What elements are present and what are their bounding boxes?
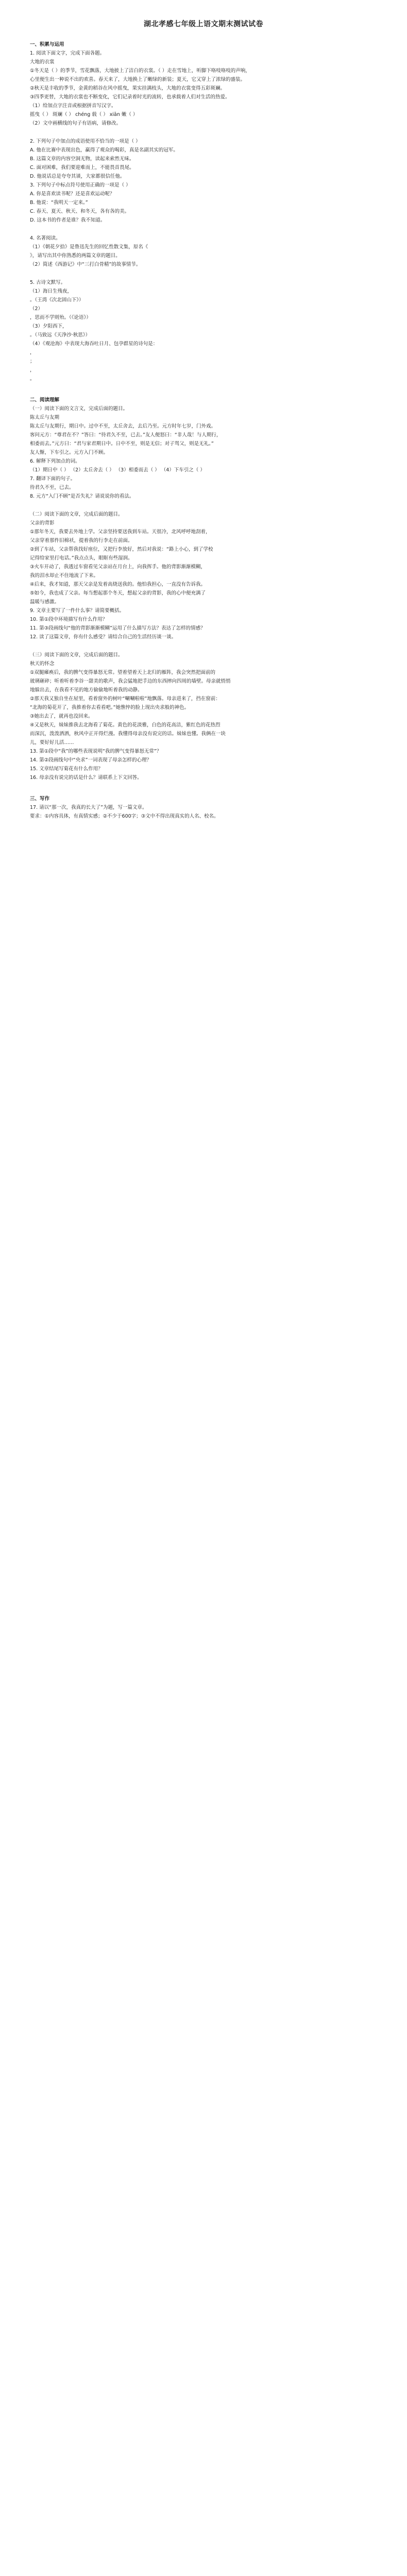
text-line: 我的泪水却止不住地流了下来。: [30, 573, 99, 579]
text-line: A. 你是喜欢读书呢？还是喜欢运动呢？: [30, 191, 115, 197]
text-line: 地躲出去，在我看不见的地方偷偷地听着我的动静。: [30, 687, 143, 693]
text-line: 11. 第③段画线句“他的背影渐渐模糊”运用了什么描写方法？表达了怎样的情感？: [30, 625, 206, 631]
text-line: 。（马致远《天净沙·秋思》）: [30, 332, 91, 338]
text-line: ④又是秋天，妹妹推我去北海看了菊花。黄色的花淡雅，白色的花高洁，紫红色的花热烈: [30, 722, 221, 728]
text-line: D. 他说话总是夸夸其谈，大家都很信任他。: [30, 174, 125, 179]
text-line: 3. 下列句子中标点符号使用正确的一项是（ ）: [30, 182, 131, 188]
text-line: 陈太丘与友期行，期日中。过中不至，太丘舍去，去后乃至。元方时年七岁，门外戏。: [30, 423, 216, 429]
text-line: （1）《朝花夕拾》是鲁迅先生的回忆性散文集，原名《: [30, 244, 148, 250]
text-line: 心里便生出一种说不出的欢喜。春天来了，大地换上了嫩绿的新装；夏天，它又穿上了浓绿的盛装。: [30, 77, 246, 82]
text-line: 而深沉，泼泼洒洒，秋风中正开得烂漫。我懂得母亲没有说完的话。妹妹也懂。我俩在一块: [30, 731, 226, 737]
text-line: D. 这本书的作者是谁？我不知道。: [30, 217, 106, 223]
text-line: （1）海日生残夜，: [30, 289, 73, 294]
text-line: 4. 名著阅读。: [30, 235, 61, 241]
text-line: （1）期日中（ ） （2）太丘舍去（ ） （3）相委而去（ ） （4）下车引之（ ）: [30, 467, 205, 473]
text-line: 相委而去。”元方曰：“君与家君期日中。日中不至，则是无信；对子骂父，则是无礼。”: [30, 441, 214, 447]
text-line: 记得给家里打电话。”我点点头，眼眶有些湿润。: [30, 555, 133, 561]
text-line: ②那天我又独自坐在屋里，看着窗外的树叶“唰唰啦啦”地飘落。母亲进来了，挡在窗前：: [30, 696, 221, 702]
text-line: ②到了车站，父亲帮我找好座位，又把行李放好，然后对我说：“路上小心，到了学校: [30, 547, 213, 552]
text-line: ③火车开动了，我透过车窗看见父亲站在月台上，向我挥手。他的背影渐渐模糊，: [30, 564, 206, 570]
text-line: 玻璃砸碎；听着听着李谷一甜美的歌声，我会猛地把手边的东西摔向四周的墙壁。母亲就悄悄: [30, 679, 231, 684]
exam-section: [30, 651, 377, 791]
text-line: 1. 阅读下面文字，完成下面各题。: [30, 50, 105, 56]
text-line: （二）阅读下面的文章，完成后面的题目。: [30, 512, 123, 517]
page-title: 湖北孝感七年级上语文期末测试试卷: [144, 20, 263, 28]
section-heading: 三、写作: [30, 796, 50, 802]
text-line: 13. 第①段中“我”的哪些表现说明“我的脾气变得暴怒无常”？: [30, 749, 162, 754]
text-line: 12. 读了这篇文章，你有什么感受？请结合自己的生活经历谈一谈。: [30, 634, 177, 640]
text-line: 温暖与感激。: [30, 599, 60, 605]
section-spacer: [30, 128, 377, 137]
exam-section: [30, 510, 377, 651]
text-line: ，: [30, 350, 35, 355]
text-line: （三）阅读下面的文章，完成后面的题目。: [30, 652, 123, 658]
text-line: ，: [30, 367, 35, 373]
text-line: 父亲穿着那件旧棉袄，提着我的行李走在前面。: [30, 538, 133, 544]
text-line: 15. 文章结尾写菊花有什么作用？: [30, 766, 103, 772]
section-spacer: [30, 501, 377, 510]
text-line: （2）: [30, 306, 43, 312]
text-line: 。: [30, 376, 35, 382]
text-line: 待君久不至，已去。: [30, 485, 74, 490]
text-line: （一）阅读下面的文言文，完成后面的题目。: [30, 406, 128, 412]
text-line: 16. 母亲没有说完的话是什么？请联系上下文回答。: [30, 775, 142, 781]
text-line: 要求：①内容具体，有真情实感；②不少于600字；③文中不得出现真实的人名、校名。: [30, 814, 219, 819]
section-spacer: [30, 641, 377, 651]
section-spacer: [30, 782, 377, 791]
section-spacer: [30, 269, 377, 278]
section-spacer: [30, 821, 377, 830]
text-line: 。（王湾《次北固山下》）: [30, 297, 84, 303]
text-line: ①冬天是（ ）的季节，雪花飘落，大地披上了洁白的衣裳。（ ）走在雪地上，听脚下咯吱咯吱的声响，: [30, 68, 250, 74]
text-line: A. 他在比赛中表现出色，赢得了观众的喝彩，真是名副其实的冠军。: [30, 147, 178, 153]
exam-section: [30, 137, 377, 234]
text-line: （2）简述《西游记》中“三打白骨精”的故事情节。: [30, 262, 141, 267]
text-line: 陈太丘与友期: [30, 415, 60, 420]
text-line: ⑤如今，我也成了父亲。每当想起那个冬天，想起父亲的背影，我的心中便充满了: [30, 590, 206, 596]
section-heading: 一、积累与运用: [30, 42, 64, 47]
text-line: 7. 翻译下面的句子。: [30, 476, 76, 482]
text-line: ，思而不学则殆。（《论语》）: [30, 315, 91, 320]
exam-section: [30, 278, 377, 393]
text-line: 摇曳（ ） 斑斓（ ） chéng 载（ ） xiān 嫩（ ）: [30, 112, 138, 117]
text-line: ①双腿瘫痪后，我的脾气变得暴怒无常。望着望着天上北归的雁阵，我会突然把面前的: [30, 670, 216, 675]
text-line: 8. 元方“入门不顾”是否失礼？请说说你的看法。: [30, 494, 134, 499]
text-line: 10. 第①段中环境描写有什么作用？: [30, 617, 108, 622]
exam-section: [30, 40, 377, 137]
text-line: ①那年冬天，我要去外地上学。父亲坚持要送我到车站。天很冷，北风呼呼地刮着，: [30, 529, 211, 535]
text-line: B. 他说：“我明天一定来。”: [30, 200, 88, 206]
text-line: 大地的衣裳: [30, 59, 55, 65]
text-line: （1）给加点字注音或根据拼音写汉字。: [30, 103, 116, 109]
text-line: ②秋天是丰收的季节，金黄的稻谷在风中摇曳，果实挂满枝头，大地的衣裳变得五彩斑斓。: [30, 86, 226, 91]
text-line: C. 春天、夏天、秋天、和冬天，各有各的美。: [30, 209, 130, 214]
text-line: 9. 文章主要写了一件什么事？请简要概括。: [30, 608, 125, 614]
section-heading: 二、阅读理解: [30, 397, 60, 403]
text-line: ；: [30, 359, 35, 364]
text-line: ③她出去了，就再也没回来。: [30, 714, 93, 719]
section-spacer: [30, 225, 377, 234]
text-line: B. 这篇文章的内容空洞无物，读起来索然无味。: [30, 156, 134, 162]
exam-section: [30, 794, 377, 830]
text-line: 秋天的怀念: [30, 661, 55, 667]
text-line: 儿，要好好儿活……: [30, 740, 74, 745]
exam-section: [30, 234, 377, 278]
section-spacer: [30, 383, 377, 393]
text-line: 父亲的背影: [30, 520, 55, 526]
text-line: （2）文中画横线的句子有语病，请修改。: [30, 121, 122, 126]
text-line: 6. 解释下列加点的词。: [30, 459, 80, 464]
text-line: 友人惭，下车引之。元方入门不顾。: [30, 450, 109, 455]
text-line: 17. 请以“那一次，我真的长大了”为题，写一篇文章。: [30, 805, 147, 810]
text-line: ④后来，我才知道，那天父亲是发着高烧送我的。他怕我担心，一直没有告诉我。: [30, 582, 206, 587]
text-line: （3）夕阳西下，: [30, 324, 67, 329]
text-line: 》，请写出其中你熟悉的两篇文章的题目。: [30, 253, 121, 259]
text-line: 2. 下列句子中加点的成语使用不恰当的一项是（ ）: [30, 139, 141, 144]
text-line: C. 面对困难，我们要迎难而上，不能畏首畏尾。: [30, 165, 134, 171]
text-line: 5. 古诗文默写。: [30, 280, 66, 285]
text-line: “北海的菊花开了，我推着你去看看吧。”她憔悴的脸上现出央求般的神色。: [30, 705, 190, 710]
text-line: （4）《观沧海》中表现大海吞吐日月、包孕群星的诗句是：: [30, 341, 158, 347]
text-line: 14. 第②段画线句中“央求”一词表现了母亲怎样的心理？: [30, 757, 151, 763]
exam-sections: [30, 40, 377, 830]
text-line: 客问元方：“尊君在不？”答曰：“待君久不至，已去。”友人便怒曰：“非人哉！与人期行，: [30, 432, 222, 438]
exam-section: [30, 396, 377, 510]
text-line: ③四季更替，大地的衣裳也不断变化，它们记录着时光的流转，也承载着人们对生活的热爱。: [30, 94, 230, 100]
